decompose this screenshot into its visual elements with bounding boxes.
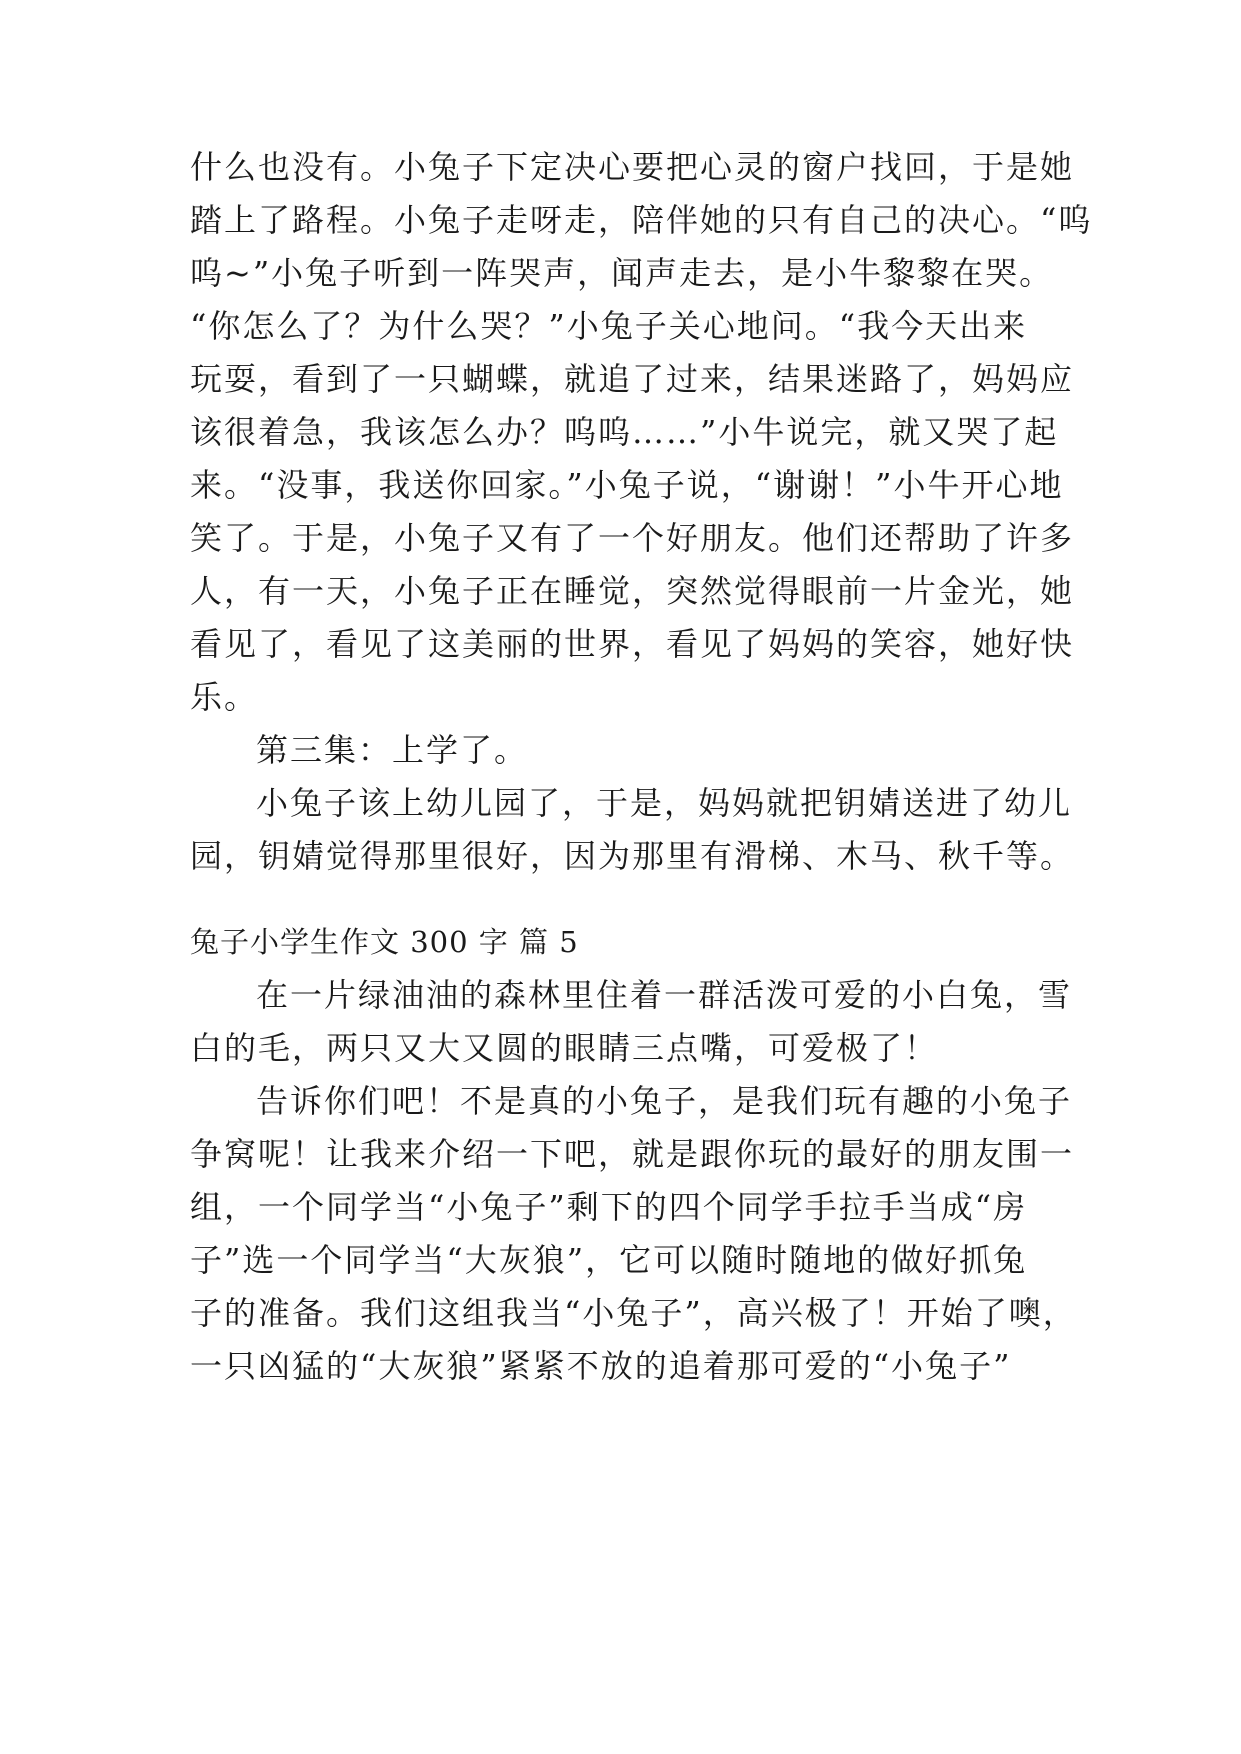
text-line: 来。“没事，我送你回家。”小兔子说，“谢谢！”小牛开心地: [190, 466, 1064, 504]
text-line: 告诉你们吧！不是真的小兔子，是我们玩有趣的小兔子: [256, 1082, 1073, 1120]
text-line: 玩耍，看到了一只蝴蝶，就追了过来，结果迷路了，妈妈应: [190, 360, 1075, 398]
text-line: 白的毛，两只又大又圆的眼睛三点嘴，可爱极了！: [190, 1029, 939, 1067]
text-line: 子的准备。我们这组我当“小兔子”，高兴极了！开始了噢，: [190, 1294, 1077, 1332]
section-heading: 兔子小学生作文 300 字 篇 5: [190, 925, 579, 959]
text-line: 乐。: [190, 678, 259, 716]
text-line: 什么也没有。小兔子下定决心要把心灵的窗户找回，于是她: [190, 148, 1075, 186]
episode-title: 第三集：上学了。: [256, 731, 529, 769]
text-line: “你怎么了？为什么哭？”小兔子关心地问。“我今天出来: [190, 307, 1028, 345]
text-line: 子”选一个同学当“大灰狼”，它可以随时随地的做好抓兔: [190, 1241, 1028, 1279]
text-line: 呜~”小兔子听到一阵哭声，闻声走去，是小牛黎黎在哭。: [190, 254, 1054, 292]
text-line: 人，有一天，小兔子正在睡觉，突然觉得眼前一片金光，她: [190, 572, 1075, 610]
text-line: 该很着急，我该怎么办？呜呜……”小牛说完，就又哭了起: [190, 413, 1059, 451]
text-line: 小兔子该上幼儿园了，于是，妈妈就把钥婧送进了幼儿: [256, 784, 1073, 822]
text-line: 看见了，看见了这美丽的世界，看见了妈妈的笑容，她好快: [190, 625, 1075, 663]
text-line: 一只凶猛的“大灰狼”紧紧不放的追着那可爱的“小兔子”: [190, 1347, 1012, 1385]
text-line: 园，钥婧觉得那里很好，因为那里有滑梯、木马、秋千等。: [190, 837, 1075, 875]
text-line: 组，一个同学当“小兔子”剩下的四个同学手拉手当成“房: [190, 1188, 1028, 1226]
text-line: 笑了。于是，小兔子又有了一个好朋友。他们还帮助了许多: [190, 519, 1075, 557]
text-line: 争窝呢！让我来介绍一下吧，就是跟你玩的最好的朋友围一: [190, 1135, 1075, 1173]
text-line: 在一片绿油油的森林里住着一群活泼可爱的小白兔，雪: [256, 976, 1073, 1014]
text-line: 踏上了路程。小兔子走呀走，陪伴她的只有自己的决心。“呜: [190, 201, 1093, 239]
